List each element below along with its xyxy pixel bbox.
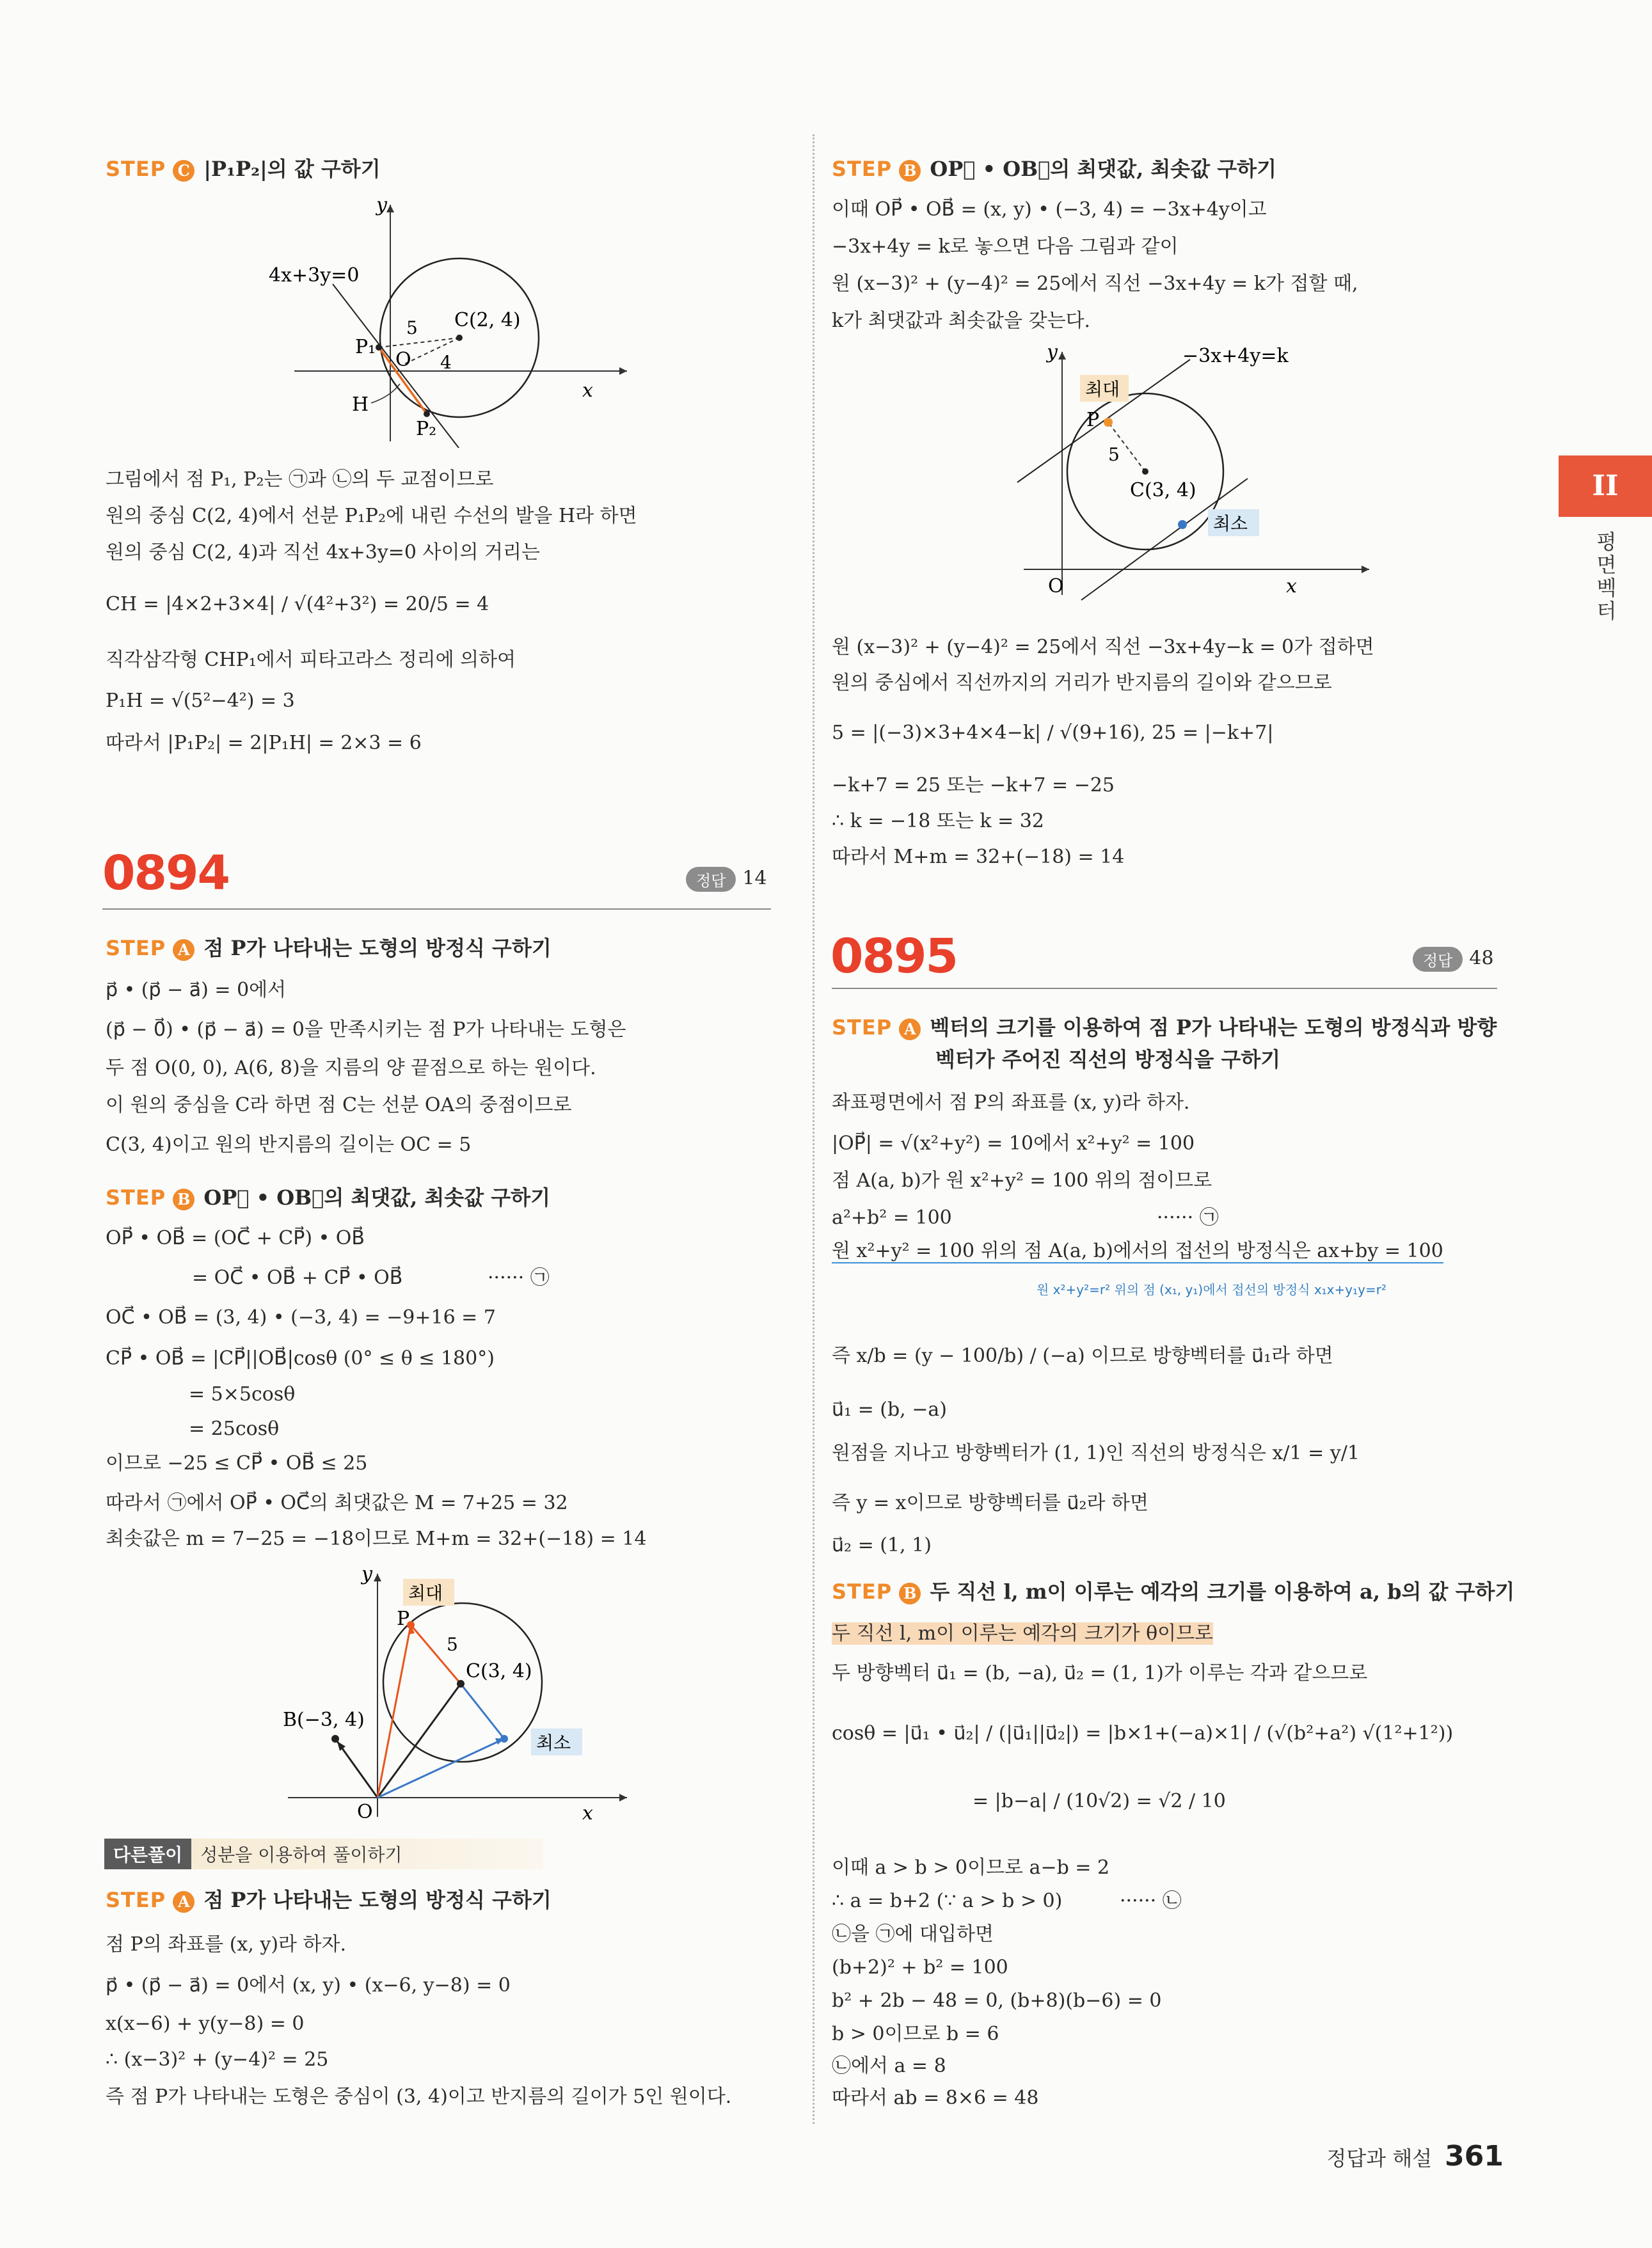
right-step-b2-highlight: 두 직선 l, m이 이루는 예각의 크기가 θ이므로 [832,1622,1214,1645]
right-step-b2-heading: STEP B 두 직선 l, m이 이루는 예각의 크기를 이용하여 a, b의 값 구하기 [832,1579,1515,1604]
right-step-b-heading: STEP B OP⃗ • OB⃗의 최댓값, 최솟값 구하기 [832,157,1277,181]
left-step-c-line-7: 따라서 |P₁P₂| = 2|P₁H| = 2×3 = 6 [106,732,422,754]
page-footer [1326,2140,1504,2173]
right-step-b-line-3: 원 (x−3)² + (y−4)² = 25에서 직선 −3x+4y = k가 접할 때, [832,273,1358,295]
problem-number-0895: 0895 [830,929,957,984]
left-step-b-line-6: = 25cosθ [189,1418,280,1440]
fig1-radius-label: 5 [406,317,418,338]
right-step-b2-line-6: ㉡을 ㉠에 대입하면 [832,1923,994,1945]
problem-0894-rule [102,908,771,910]
fig1-p2-label: P₂ [416,418,437,440]
fig2-center-label: C(3, 4) [466,1660,532,1682]
left-step-b-line-5: = 5×5cosθ [189,1383,296,1405]
right-step-b-line-9: ∴ k = −18 또는 k = 32 [832,810,1044,832]
right-step-a-line-5: u⃗₁ = (b, −a) [832,1398,947,1421]
fig1-p1-label: P₁ [355,336,376,358]
fig3-radius-label: 5 [1108,444,1120,465]
chapter-tab-label: 평면벡터 [1593,531,1617,623]
left-step-c-line-3: 원의 중심 C(2, 4)과 직선 4x+3y=0 사이의 거리는 [106,541,540,564]
right-step-a-heading: STEP A 벡터의 크기를 이용하여 점 P가 나타내는 도형의 방정식과 방향 [832,1015,1497,1040]
right-step-b2-line-1: 두 방향벡터 u⃗₁ = (b, −a), u⃗₂ = (1, 1)가 이루는 각과 같으므로 [832,1662,1368,1684]
right-step-b2-line-11: 따라서 ab = 8×6 = 48 [832,2087,1039,2109]
fig3-p-label: P [1086,409,1100,431]
fig1-center-label: C(2, 4) [454,309,521,331]
tangent-formula-note: 원 x²+y²=r² 위의 점 (x₁, y₁)에서 접선의 방정식 x₁x+y₁y=r² [1036,1282,1386,1297]
fig3-center-label: C(3, 4) [1130,479,1196,502]
right-step-b-line-4: k가 최댓값과 최솟값을 갖는다. [832,310,1091,332]
figure-tangent-lines [1011,339,1408,608]
fig3-line-label: −3x+4y=k [1182,345,1289,367]
fig3-y-axis-label: y [1047,341,1058,363]
right-step-a-line-6: 원점을 지나고 방향벡터가 (1, 1)인 직선의 방정식은 x/1 = y/1 [832,1442,1360,1464]
left-step-b-line-4: CP⃗ • OB⃗ = |CP⃗||OB⃗|cosθ (0° ≤ θ ≤ 180°) [106,1347,495,1370]
right-step-b2-line-8: b² + 2b − 48 = 0, (b+8)(b−6) = 0 [832,1990,1162,2012]
left-step-a2-line-3: x(x−6) + y(y−8) = 0 [106,2013,305,2035]
left-step-b-line-8: 따라서 ㉠에서 OP⃗ • OC⃗의 최댓값은 M = 7+25 = 32 [106,1492,568,1514]
fig1-distance-label: 4 [440,352,452,373]
left-step-c-heading: STEP C |P₁P₂|의 값 구하기 [106,157,381,181]
right-step-b-line-5: 원 (x−3)² + (y−4)² = 25에서 직선 −3x+4y−k = 0가 접하면 [832,636,1374,658]
right-step-b2-line-4: 이때 a > b > 0이므로 a−b = 2 [832,1856,1110,1879]
fig2-radius-label: 5 [447,1634,458,1655]
right-step-b2-line-3: = |b−a| / (10√2) = √2 / 10 [973,1790,1226,1812]
right-step-b2-line-9: b > 0이므로 b = 6 [832,2023,999,2045]
fig2-x-axis-label: x [582,1802,593,1825]
left-step-b-line-7: 이므로 −25 ≤ CP⃗ • OB⃗ ≤ 25 [106,1452,368,1475]
right-step-b2-line-7: (b+2)² + b² = 100 [832,1956,1008,1979]
left-step-a2-heading: STEP A 점 P가 나타내는 도형의 방정식 구하기 [106,1888,552,1912]
right-step-b-line-6: 원의 중심에서 직선까지의 거리가 반지름의 길이와 같으므로 [832,672,1332,694]
fig1-y-axis-label: y [376,194,387,216]
fig1-x-axis-label: x [582,379,593,402]
right-step-b-line-7: 5 = |(−3)×3+4×4−k| / √(9+16), 25 = |−k+7| [832,722,1274,744]
fig2-origin-label: O [357,1801,373,1823]
left-step-a2-line-5: 즉 점 P가 나타내는 도형은 중심이 (3, 4)이고 반지름의 길이가 5인 원이다. [106,2086,732,2108]
left-step-b-mark: ······ ㉠ [488,1267,550,1289]
left-step-c-line-2: 원의 중심 C(2, 4)에서 선분 P₁P₂에 내린 수선의 발을 H라 하면 [106,505,637,527]
right-step-b2-line-10: ㉡에서 a = 8 [832,2055,946,2077]
left-step-a-line-1: p⃗ • (p⃗ − a⃗) = 0에서 [106,979,287,1001]
figure-circle-line-p1p2 [269,192,665,448]
right-step-a-line-3: 점 A(a, b)가 원 x²+y² = 100 위의 점이므로 [832,1169,1212,1192]
left-step-b-line-2: = OC⃗ • OB⃗ + CP⃗ • OB⃗ [192,1267,403,1289]
chapter-tab: II [1559,455,1652,517]
fig1-origin-label: O [395,349,411,371]
left-step-a2-line-2: p⃗ • (p⃗ − a⃗) = 0에서 (x, y) • (x−6, y−8) = 0 [106,1974,511,1997]
left-step-c-line-4: CH = |4×2+3×4| / √(4²+3²) = 20/5 = 4 [106,593,489,615]
left-step-c-line-6: P₁H = √(5²−4²) = 3 [106,690,295,712]
fig3-x-axis-label: x [1286,575,1297,598]
left-step-b-heading: STEP B OP⃗ • OB⃗의 최댓값, 최솟값 구하기 [106,1185,551,1210]
right-step-b2-line-5: ∴ a = b+2 (∵ a > b > 0) [832,1890,1063,1912]
figure-circle-op-ob [269,1561,678,1830]
right-step-b-line-10: 따라서 M+m = 32+(−18) = 14 [832,846,1125,868]
left-step-b-line-9: 최솟값은 m = 7−25 = −18이므로 M+m = 32+(−18) = 14 [106,1528,647,1550]
fig2-p-label: P [397,1608,410,1630]
left-step-a-line-5: C(3, 4)이고 원의 반지름의 길이는 OC = 5 [106,1134,472,1156]
fig2-b-label: B(−3, 4) [283,1709,365,1731]
right-step-b2-mark-2: ······ ㉡ [1120,1890,1182,1912]
problem-0895-rule [832,988,1497,989]
left-step-c-line-1: 그림에서 점 P₁, P₂는 ㉠과 ㉡의 두 교점이므로 [106,468,494,491]
right-step-a-line-8: u⃗₂ = (1, 1) [832,1534,932,1556]
answer-0895: 정답 48 [1413,947,1494,972]
right-step-a-line-2: |OP⃗| = √(x²+y²) = 10에서 x²+y² = 100 [832,1132,1195,1155]
right-step-a-heading-cont: 벡터가 주어진 직선의 방정식을 구하기 [935,1047,1281,1072]
fig3-max-label: 최대 [1085,379,1120,400]
fig2-y-axis-label: y [361,1563,372,1585]
right-step-b-line-2: −3x+4y = k로 놓으면 다음 그림과 같이 [832,235,1179,258]
left-step-b-line-1: OP⃗ • OB⃗ = (OC⃗ + CP⃗) • OB⃗ [106,1227,365,1249]
left-step-c-line-5: 직각삼각형 CHP₁에서 피타고라스 정리에 의하여 [106,649,516,671]
left-step-b-line-3: OC⃗ • OB⃗ = (3, 4) • (−3, 4) = −9+16 = 7 [106,1306,496,1329]
answer-0894: 정답 14 [686,867,767,892]
column-divider [813,134,814,2124]
page-number: 361 [1445,2140,1504,2173]
fig2-min-label: 최소 [536,1732,571,1753]
fig1-line-label: 4x+3y=0 [269,264,360,287]
right-step-b2-line-2: cosθ = |u⃗₁ • u⃗₂| / (|u⃗₁||u⃗₂|) = |b×1+(−a)×1| / (√(b²+a²) √(1²+1²)) [832,1722,1454,1745]
left-step-a2-line-1: 점 P의 좌표를 (x, y)라 하자. [106,1933,347,1956]
left-step-a2-line-4: ∴ (x−3)² + (y−4)² = 25 [106,2048,329,2071]
fig3-origin-label: O [1048,575,1064,598]
problem-number-0894: 0894 [102,846,229,901]
left-step-a-heading: STEP A 점 P가 나타내는 도형의 방정식 구하기 [106,936,552,960]
left-step-a-line-4: 이 원의 중심을 C라 하면 점 C는 선분 OA의 중점이므로 [106,1094,572,1116]
right-step-a-mark-1: ······ ㉠ [1157,1207,1219,1229]
right-step-b-line-8: −k+7 = 25 또는 −k+7 = −25 [832,774,1115,796]
fig2-max-label: 최대 [408,1583,443,1604]
fig1-h-label: H [352,393,369,416]
left-step-a-line-2: (p⃗ − 0⃗) • (p⃗ − a⃗) = 0을 만족시키는 점 P가 나타내는 도형은 [106,1018,626,1041]
fig3-min-label: 최소 [1213,513,1248,534]
right-step-b-line-1: 이때 OP⃗ • OB⃗ = (x, y) • (−3, 4) = −3x+4y이고 [832,198,1267,221]
right-step-a-fraction-line: 즉 x/b = (y − 100/b) / (−a) 이므로 방향벡터를 u⃗₁라 하면 [832,1345,1333,1367]
right-step-a-line-1: 좌표평면에서 점 P의 좌표를 (x, y)라 하자. [832,1091,1190,1114]
right-step-a-line-4: a²+b² = 100 [832,1207,952,1229]
alternative-solution-banner: 다른풀이 성분을 이용하여 풀이하기 [104,1839,543,1869]
right-tangent-line: 원 x²+y² = 100 위의 점 A(a, b)에서의 접선의 방정식은 ax+by = 100 [832,1240,1443,1262]
right-step-a-line-7: 즉 y = x이므로 방향벡터를 u⃗₂라 하면 [832,1492,1149,1514]
footer-label: 정답과 해설 [1326,2146,1433,2171]
left-step-a-line-3: 두 점 O(0, 0), A(6, 8)을 지름의 양 끝점으로 하는 원이다. [106,1057,596,1079]
